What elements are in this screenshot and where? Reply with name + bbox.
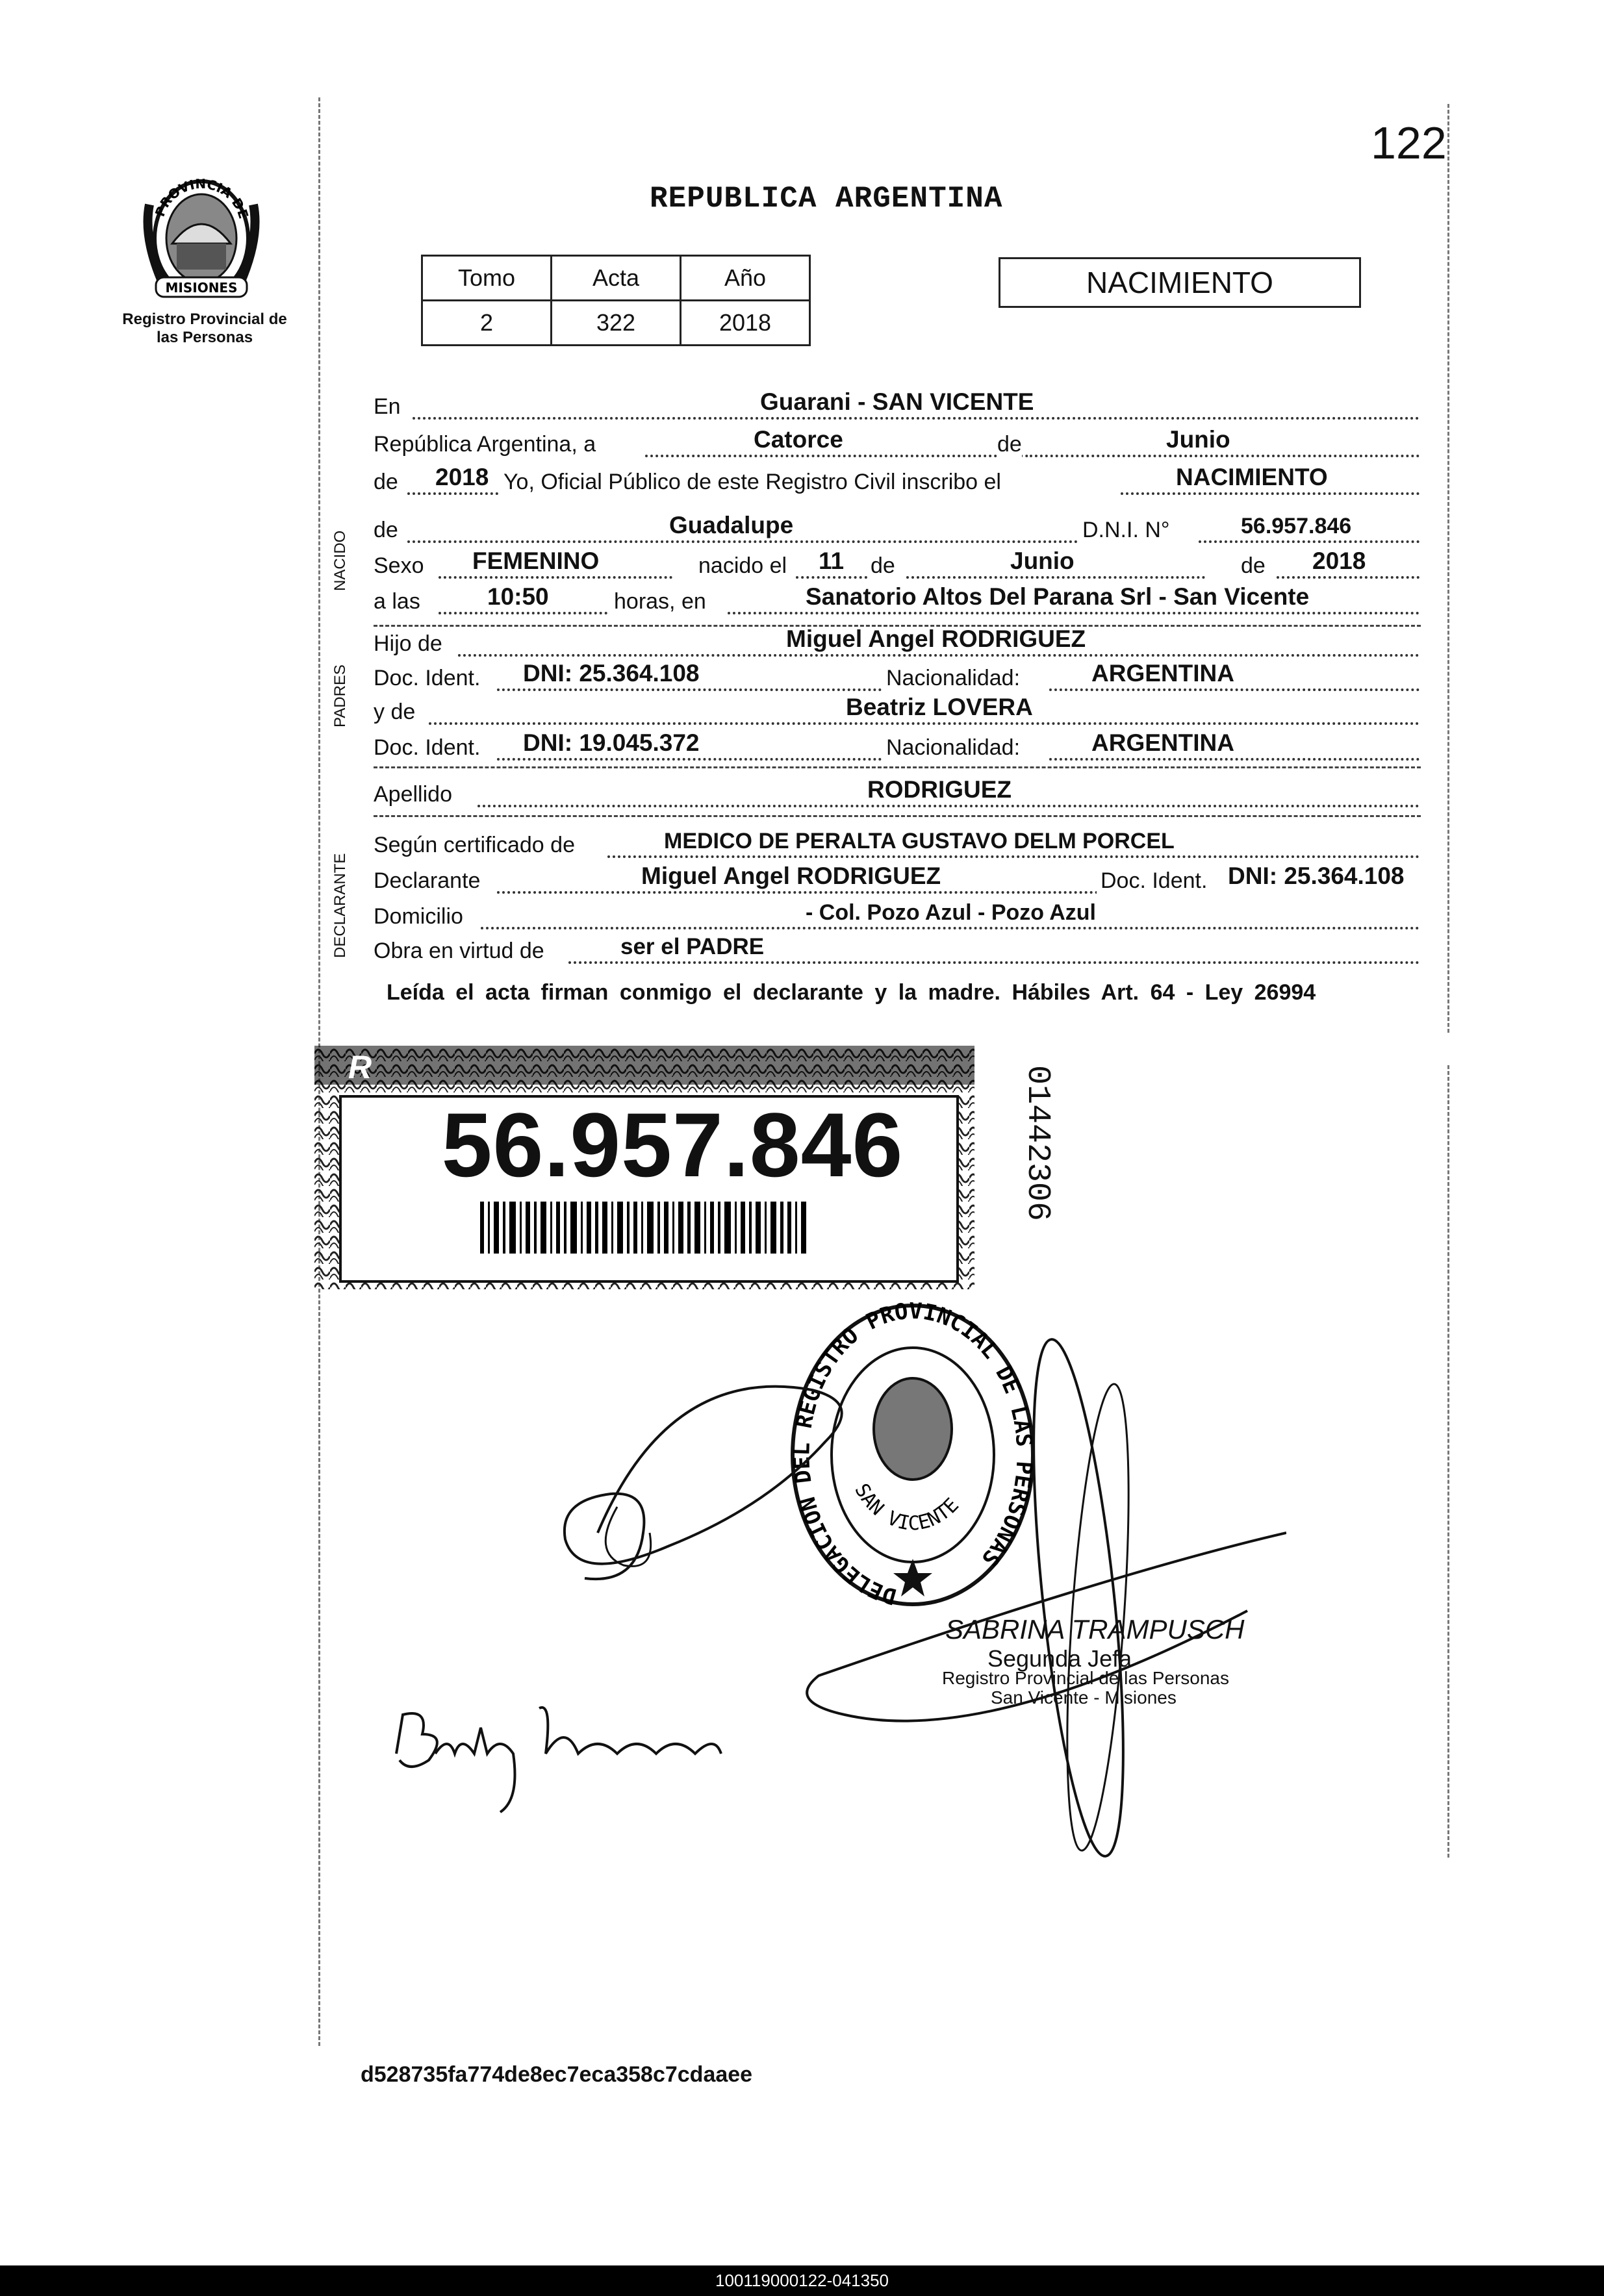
value-domicile: - Col. Pozo Azul - Pozo Azul: [806, 900, 1096, 925]
record-table: [421, 255, 811, 346]
seal-ring-text: DELEGACION DEL REGISTRO PROVINCIAL DE LAS PERSONAS: [789, 1299, 1038, 1609]
record-table-header: Acta: [552, 256, 681, 301]
row-time: [374, 585, 1421, 617]
label-obra: Obra en virtud de: [374, 939, 544, 963]
row-declarant: [374, 864, 1421, 896]
band-serial-number: 01442306: [1019, 1065, 1056, 1222]
label-sexo: Sexo: [374, 553, 424, 578]
closing-statement: Leída el acta firman conmigo el declarante y la madre. Hábiles Art. 64 - Ley 26994: [387, 980, 1316, 1005]
document-hash: d528735fa774de8ec7eca358c7cdaaee: [361, 2062, 753, 2087]
value-mother-nationality: ARGENTINA: [1091, 729, 1234, 756]
label-de: de: [1241, 553, 1266, 578]
side-label-nacido: NACIDO: [331, 530, 349, 591]
side-label-padres: PADRES: [331, 664, 349, 727]
signatory-role: Segunda Jefa: [987, 1645, 1132, 1672]
row-capacity: [374, 934, 1421, 966]
emblem-bottom-text: MISIONES: [165, 280, 238, 296]
value-year: 2018: [435, 464, 489, 490]
value-birth-year: 2018: [1312, 548, 1366, 574]
value-certificate: MEDICO DE PERALTA GUSTAVO DELM PORCEL: [664, 829, 1175, 853]
label-republica: República Argentina, a: [374, 432, 596, 457]
row-domicile: [374, 900, 1421, 932]
label-dni-no: D.N.I. N°: [1078, 518, 1170, 543]
row-father-doc: [374, 661, 1421, 694]
dni-large-number: 56.957.846: [441, 1094, 904, 1196]
label-yo: Yo, Oficial Público de este Registro Civil inscribo el: [503, 470, 1001, 494]
value-surname: RODRIGUEZ: [867, 776, 1012, 803]
value-act-type: NACIMIENTO: [1176, 464, 1328, 490]
divider: [374, 766, 1421, 768]
provincial-coat-of-arms-icon: [136, 166, 266, 309]
record-table-cell: 2: [422, 301, 552, 346]
signatory-office: Registro Provincial de las Personas: [942, 1668, 1229, 1688]
row-surname: [374, 777, 1421, 810]
value-name: Guadalupe: [669, 512, 794, 538]
label-en: En: [374, 394, 401, 419]
footer-id: 100119000122-041350: [0, 2265, 1604, 2296]
row-mother-doc: [374, 731, 1421, 763]
value-declarant-doc: DNI: 25.364.108: [1228, 863, 1405, 889]
mother-signature-text: Beatriz Lovera: [390, 1682, 394, 1683]
value-month: Junio: [1166, 426, 1230, 453]
row-father: [374, 627, 1421, 659]
label-nacionalidad: Nacionalidad:: [884, 735, 1020, 761]
label-segun: Según certificado de: [374, 833, 575, 857]
value-mother-doc: DNI: 19.045.372: [523, 729, 700, 756]
document-title: REPUBLICA ARGENTINA: [650, 182, 1003, 216]
seal-inner-text: SAN VICENTE: [850, 1480, 964, 1535]
signatory-name: SABRINA TRAMPUSCH: [945, 1614, 1245, 1645]
mother-signature: [390, 1682, 728, 1819]
value-birth-month: Junio: [1010, 548, 1075, 574]
label-de: de: [997, 432, 1022, 457]
label-nacido-el: nacido el: [698, 553, 787, 578]
side-label-declarante: DECLARANTE: [331, 853, 349, 958]
row-certificate: [374, 828, 1421, 861]
label-domicilio: Domicilio: [374, 904, 463, 929]
record-table-cell: 322: [552, 301, 681, 346]
emblem-top-text: PROVINCIA DE: [151, 175, 252, 221]
label-de: de: [374, 518, 398, 542]
label-y-de: y de: [374, 700, 416, 724]
value-declarant: Miguel Angel RODRIGUEZ: [641, 863, 941, 889]
margin-line-right-lower: [1447, 1065, 1449, 1858]
row-year: [374, 465, 1421, 498]
value-father: Miguel Angel RODRIGUEZ: [786, 625, 1086, 652]
value-birth-place: Sanatorio Altos Del Parana Srl - San Vicente: [806, 583, 1310, 610]
signatory-location: San Vicente - Misiones: [991, 1687, 1177, 1708]
row-place: [374, 390, 1421, 422]
label-doc-ident: Doc. Ident.: [1097, 868, 1207, 894]
value-place: Guarani - SAN VICENTE: [760, 388, 1034, 415]
label-declarante: Declarante: [374, 868, 481, 893]
row-name: [374, 513, 1421, 546]
page-number: 122: [1371, 118, 1447, 168]
value-birth-time: 10:50: [487, 583, 549, 610]
divider: [374, 815, 1421, 817]
value-sex: FEMENINO: [472, 548, 600, 574]
label-doc-ident: Doc. Ident.: [374, 666, 481, 690]
label-horas-en: horas, en: [614, 589, 706, 614]
registry-name: Registro Provincial de las Personas: [122, 310, 287, 346]
margin-line-right: [1447, 104, 1449, 1033]
value-capacity: ser el PADRE: [620, 934, 765, 959]
value-birth-day: 11: [819, 548, 845, 574]
row-sex: [374, 549, 1421, 581]
value-day-words: Catorce: [754, 426, 843, 453]
label-hijo-de: Hijo de: [374, 631, 442, 656]
label-apellido: Apellido: [374, 782, 452, 807]
label-de: de: [374, 470, 398, 494]
label-a-las: a las: [374, 589, 420, 614]
label-de: de: [871, 553, 895, 578]
value-father-doc: DNI: 25.364.108: [523, 660, 700, 687]
value-mother: Beatriz LOVERA: [846, 694, 1033, 720]
barcode-icon: [480, 1202, 806, 1254]
row-mother: [374, 695, 1421, 727]
record-table-header: Tomo: [422, 256, 552, 301]
band-pattern-letter: R: [348, 1049, 427, 1085]
value-dni: 56.957.846: [1241, 514, 1352, 538]
row-date: [374, 427, 1421, 460]
record-type-box: NACIMIENTO: [999, 257, 1361, 308]
value-father-nationality: ARGENTINA: [1091, 660, 1234, 687]
label-doc-ident: Doc. Ident.: [374, 735, 481, 760]
label-nacionalidad: Nacionalidad:: [884, 666, 1020, 691]
record-table-header: Año: [681, 256, 810, 301]
record-table-cell: 2018: [681, 301, 810, 346]
